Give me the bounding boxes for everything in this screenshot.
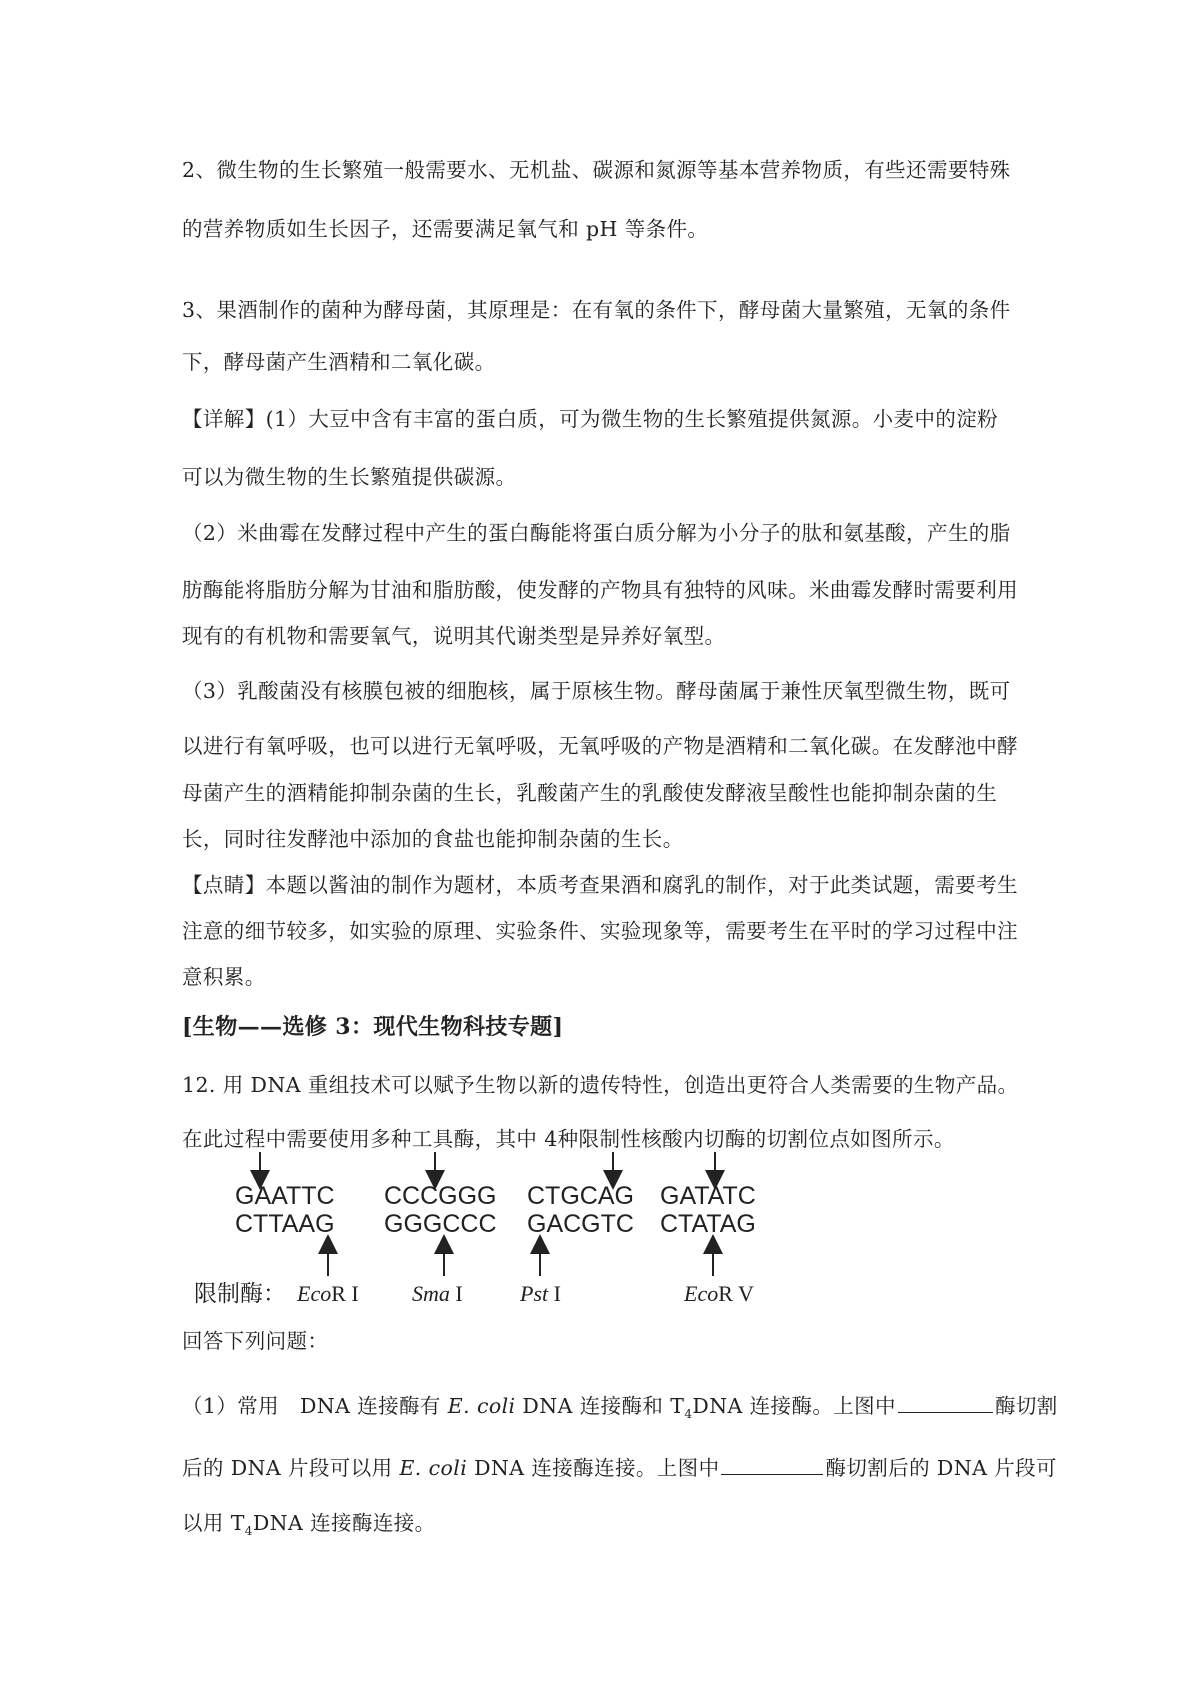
answer-blank[interactable] [721, 1456, 823, 1475]
text-line: （3）乳酸菌没有核膜包被的细胞核，属于原核生物。酵母菌属于兼性厌氧型微生物，既可 [182, 679, 1011, 703]
text-line: 意积累。 [182, 965, 266, 989]
sequence-top: CCCGGG [384, 1182, 497, 1210]
answer-blank[interactable] [898, 1394, 993, 1413]
sequence-bottom: CTATAG [660, 1210, 756, 1238]
answer-prompt: 回答下列问题： [182, 1329, 329, 1353]
sequence-bottom: CTTAAG [235, 1210, 335, 1238]
sub-question-line: 以用 $T_4DNA$ 连接酶连接。 [182, 1511, 436, 1539]
section-heading: [生物——选修 3：现代生物科技专题] [182, 1014, 564, 1040]
text-line: 现有的有机物和需要氧气，说明其代谢类型是异养好氧型。 [182, 624, 726, 648]
enzyme-name: Sma I [412, 1281, 463, 1306]
restriction-site-figure [190, 1148, 790, 1308]
text-line: 3、果酒制作的菌种为酵母菌，其原理是：在有氧的条件下，酵母菌大量繁殖，无氧的条件 [182, 298, 1011, 322]
text-line: 可以为微生物的生长繁殖提供碳源。 [182, 465, 517, 489]
text-line: 注意的细节较多，如实验的原理、实验条件、实验现象等，需要考生在平时的学习过程中注 [182, 919, 1018, 943]
text-line: 下，酵母菌产生酒精和二氧化碳。 [182, 350, 496, 374]
text-line: 【点睛】本题以酱油的制作为题材，本质考查果酒和腐乳的制作，对于此类试题，需要考生 [182, 873, 1018, 897]
text-line: 2、微生物的生长繁殖一般需要水、无机盐、碳源和氮源等基本营养物质，有些还需要特殊 [182, 158, 1011, 182]
enzyme-name: Pst I [520, 1281, 561, 1306]
text-line: 的营养物质如生长因子，还需要满足氧气和 pH 等条件。 [182, 217, 709, 241]
restriction-site-diagram [190, 1148, 790, 1308]
question-stem: 12. 用 DNA 重组技术可以赋予生物以新的遗传特性，创造出更符合人类需要的生物产品。 [182, 1073, 1019, 1097]
text-line: 长，同时往发酵池中添加的食盐也能抑制杂菌的生长。 [182, 827, 684, 851]
text-line: （2）米曲霉在发酵过程中产生的蛋白酶能将蛋白质分解为小分子的肽和氨基酸，产生的脂 [182, 521, 1011, 545]
enzyme-name: EcoR V [684, 1281, 754, 1306]
sub-question-line: （1）常用 DNA 连接酶有 E. coli DNA 连接酶和 $T_4DNA$ 连接酶。上图中 酶切割 [182, 1394, 1058, 1422]
sequence-top: CTGCAG [527, 1182, 634, 1210]
question-stem: 在此过程中需要使用多种工具酶，其中 4种限制性核酸内切酶的切割位点如图所示。 [182, 1127, 955, 1151]
enzyme-name: EcoR I [297, 1281, 359, 1306]
sequence-bottom: GGGCCC [384, 1210, 497, 1238]
text-line: 【详解】(1）大豆中含有丰富的蛋白质，可为微生物的生长繁殖提供氮源。小麦中的淀粉 [182, 407, 999, 431]
text-line: 以进行有氧呼吸，也可以进行无氧呼吸，无氧呼吸的产物是酒精和二氧化碳。在发酵池中酵 [182, 734, 1018, 758]
sequence-bottom: GACGTC [527, 1210, 634, 1238]
text-line: 母菌产生的酒精能抑制杂菌的生长，乳酸菌产生的乳酸使发酵液呈酸性也能抑制杂菌的生 [182, 781, 998, 805]
text-line: 肪酶能将脂肪分解为甘油和脂肪酸，使发酵的产物具有独特的风味。米曲霉发酵时需要利用 [182, 578, 1018, 602]
sequence-top: GATATC [660, 1182, 756, 1210]
sequence-top: GAATTC [235, 1182, 335, 1210]
sub-question-line: 后的 DNA 片段可以用 E. coli DNA 连接酶连接。上图中 酶切割后的 DNA 片段可 [182, 1456, 1057, 1480]
enzyme-row-label: 限制酶： [194, 1281, 286, 1307]
